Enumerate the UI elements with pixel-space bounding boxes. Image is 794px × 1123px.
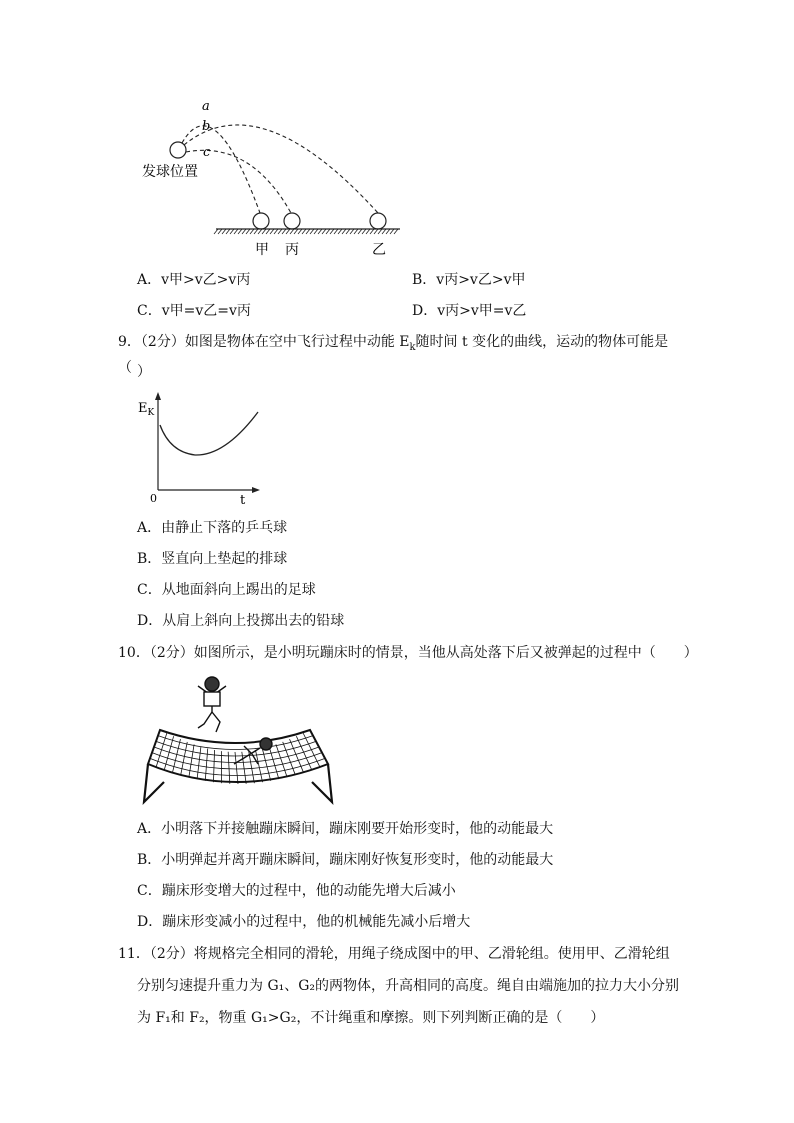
trajectory-c	[186, 150, 291, 213]
trajectory-figure	[130, 95, 430, 265]
hatch-mark	[306, 229, 310, 234]
option-letter: D．	[412, 303, 438, 319]
hatch-mark	[342, 229, 346, 234]
hatch-mark	[302, 229, 306, 234]
hatch-mark	[394, 229, 398, 234]
q9-option-d: D．从肩上斜向上投掷出去的铅球	[137, 613, 345, 629]
hatch-mark	[370, 229, 374, 234]
hatch-mark	[354, 229, 358, 234]
q9-stem-part1: 9．（2分）如图是物体在空中飞行过程中动能 E	[118, 334, 410, 350]
hatch-mark	[242, 229, 246, 234]
q9-option-c: C．从地面斜向上踢出的足球	[137, 582, 316, 598]
label-yi: 乙	[372, 242, 386, 258]
hatch-mark	[330, 229, 334, 234]
hatch-mark	[214, 229, 218, 234]
q9-stem-sub: k	[409, 341, 416, 353]
option-text: v甲=v乙=v丙	[161, 303, 251, 319]
hatch-mark	[326, 229, 330, 234]
label-a: a	[202, 99, 210, 114]
q8-option-c	[137, 301, 251, 321]
q10-option-c: C．蹦床形变增大的过程中，他的动能先增大后减小	[137, 883, 456, 899]
hatch-mark	[218, 229, 222, 234]
y-axis-label: $E_K$	[138, 401, 155, 418]
label-c: c	[203, 145, 211, 160]
x-axis-label: t	[240, 493, 246, 508]
hatch-mark	[258, 229, 262, 234]
trampoline-illustration	[140, 672, 340, 812]
hatch-mark	[298, 229, 302, 234]
hatch-mark	[314, 229, 318, 234]
hatch-mark	[230, 229, 234, 234]
hatch-mark	[222, 229, 226, 234]
hatch-mark	[250, 229, 254, 234]
x-axis-arrow	[252, 487, 260, 493]
q10-option-b: B．小明弹起并离开蹦床瞬间，蹦床刚好恢复形变时，他的动能最大	[137, 852, 554, 868]
label-b: b	[202, 119, 211, 134]
hatch-mark	[318, 229, 322, 234]
hatch-mark	[294, 229, 298, 234]
q8-option-d	[412, 301, 526, 321]
y-axis-arrow	[155, 392, 161, 400]
hatch-mark	[234, 229, 238, 234]
hatch-mark	[386, 229, 390, 234]
q10-option-d: D．蹦床形变减小的过程中，他的机械能先减小后增大	[137, 914, 471, 930]
q9-stem-part2: 随时间 t 变化的曲线，运动的物体可能是（	[118, 334, 669, 376]
ball-yi	[370, 213, 386, 229]
hatch-mark	[226, 229, 230, 234]
origin-label: 0	[150, 492, 157, 505]
hatch-mark	[270, 229, 274, 234]
option-text: v丙>v甲=v乙	[437, 303, 527, 319]
hatch-mark	[362, 229, 366, 234]
ek-curve	[160, 412, 258, 455]
q11-line1: 11．（2分）将规格完全相同的滑轮，用绳子绕成图中的甲、乙滑轮组。使用甲、乙滑轮组	[118, 946, 670, 962]
kinetic-energy-graph	[140, 390, 270, 508]
hatch-mark	[358, 229, 362, 234]
q8-option-b	[412, 270, 526, 290]
q11-line2: 分别匀速提升重力为 G₁、G₂的两物体，升高相同的高度。绳自由端施加的拉力大小分别	[137, 978, 680, 994]
hatch-mark	[334, 229, 338, 234]
ball-bing	[284, 213, 300, 229]
q9-option-a: A．由静止下落的乒乓球	[137, 520, 288, 536]
q10-stem: 10．（2分）如图所示，是小明玩蹦床时的情景，当他从高处落下后又被弹起的过程中（ ）	[118, 645, 698, 661]
label-jia: 甲	[255, 242, 269, 258]
q10-option-a: A．小明落下并接触蹦床瞬间，蹦床刚要开始形变时，他的动能最大	[137, 821, 554, 837]
hatch-mark	[282, 229, 286, 234]
q9-stem	[118, 332, 678, 378]
hatch-mark	[290, 229, 294, 234]
hatch-mark	[378, 229, 382, 234]
hatch-mark	[238, 229, 242, 234]
q9-option-b: B．竖直向上垫起的排球	[137, 551, 288, 567]
option-text: v甲>v乙>v丙	[161, 272, 251, 288]
option-letter: B．	[412, 272, 437, 288]
option-text: v丙>v乙>v甲	[436, 272, 526, 288]
hatch-mark	[390, 229, 394, 234]
option-letter: A．	[137, 272, 162, 288]
hatch-mark	[254, 229, 258, 234]
label-start: 发球位置	[142, 164, 198, 180]
hatch-mark	[374, 229, 378, 234]
hatch-mark	[310, 229, 314, 234]
option-letter: C．	[137, 303, 162, 319]
hatch-mark	[262, 229, 266, 234]
hatch-mark	[346, 229, 350, 234]
hatch-mark	[274, 229, 278, 234]
q11-line3: 为 F₁和 F₂，物重 G₁>G₂，不计绳重和摩擦。则下列判断正确的是（ ）	[137, 1010, 605, 1026]
q9-stem-line2: ）	[137, 364, 151, 380]
hatch-mark	[246, 229, 250, 234]
hatch-mark	[366, 229, 370, 234]
hatch-mark	[382, 229, 386, 234]
hatch-mark	[266, 229, 270, 234]
jumping-boy	[198, 677, 226, 732]
ball-jia	[253, 213, 269, 229]
hatch-mark	[286, 229, 290, 234]
hatch-mark	[322, 229, 326, 234]
label-bing: 丙	[285, 242, 299, 258]
ground-hatch	[214, 229, 398, 234]
trajectory-b	[184, 125, 378, 213]
q8-option-a	[137, 270, 250, 290]
hatch-mark	[278, 229, 282, 234]
launch-ball	[170, 142, 186, 158]
hatch-mark	[338, 229, 342, 234]
hatch-mark	[350, 229, 354, 234]
